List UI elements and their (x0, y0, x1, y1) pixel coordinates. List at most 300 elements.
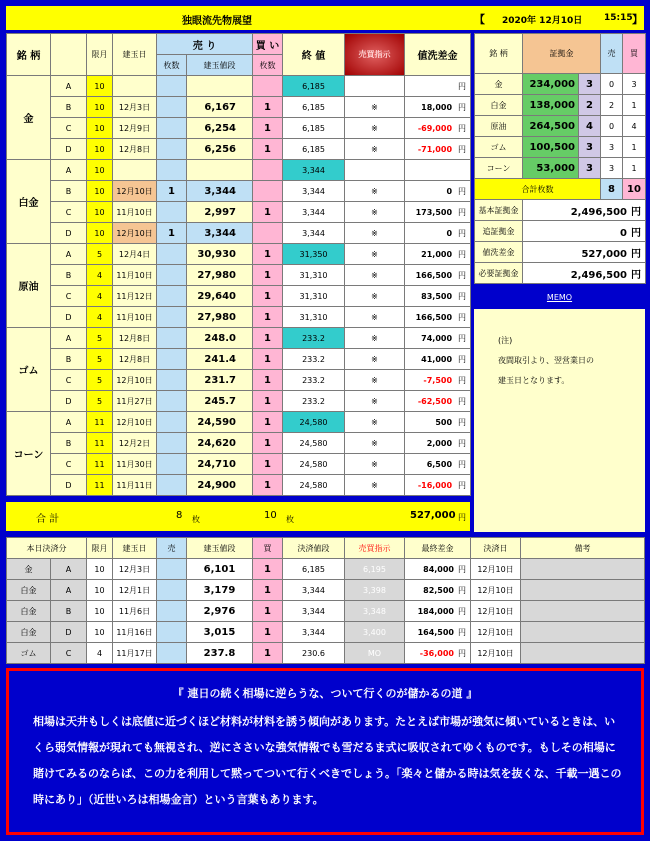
side-col-margin: 証拠金 (523, 34, 601, 74)
settled-buy: 1 (253, 559, 283, 580)
margin-brand: 白金 (475, 95, 523, 116)
diff-unit: 円 (458, 312, 467, 322)
contract-month: 11 (87, 454, 113, 475)
position-row (7, 286, 471, 307)
brand-name: 白金 (7, 160, 51, 244)
close-price: 233.2 (283, 349, 345, 370)
settled-brand: 白金 (7, 580, 51, 601)
contract-month: 11 (87, 433, 113, 454)
open-date: 11月27日 (113, 391, 157, 412)
open-date: 11月10日 (113, 265, 157, 286)
side-col-brand: 銘 柄 (475, 34, 523, 74)
unrealized-diff (405, 97, 471, 118)
margin-row (475, 116, 646, 137)
settled-final-diff (405, 643, 471, 664)
margin-count: 4 (579, 116, 601, 137)
contract-code: D (51, 307, 87, 328)
open-date: 12月9日 (113, 118, 157, 139)
col-buy-count: 枚数 (253, 55, 283, 76)
position-row (7, 265, 471, 286)
open-date: 11月10日 (113, 202, 157, 223)
settled-close-price: 230.6 (283, 643, 345, 664)
settled-col-price: 建玉値段 (187, 538, 253, 559)
open-price: 248.0 (187, 328, 253, 349)
open-date: 12月3日 (113, 97, 157, 118)
diff-value: -16,000 (417, 480, 453, 490)
contract-code: D (51, 391, 87, 412)
unrealized-diff (405, 286, 471, 307)
summary-label: 値洗差金 (475, 242, 523, 263)
contract-month: 11 (87, 412, 113, 433)
close-price: 24,580 (283, 412, 345, 433)
order-mark: ※ (345, 328, 405, 349)
close-price: 3,344 (283, 223, 345, 244)
close-price: 24,580 (283, 433, 345, 454)
position-row (7, 97, 471, 118)
close-price: 233.2 (283, 370, 345, 391)
settled-date: 12月10日 (471, 580, 521, 601)
position-row (7, 454, 471, 475)
diff-value: 83,500 (421, 291, 453, 301)
order-mark: ※ (345, 475, 405, 496)
diff-value: 41,000 (421, 354, 453, 364)
settled-code: D (51, 622, 87, 643)
settled-remarks (521, 622, 645, 643)
settled-order: MO (345, 643, 405, 664)
diff-unit: 円 (458, 81, 467, 91)
proverb-box (6, 668, 644, 835)
settled-open-price: 3,015 (187, 622, 253, 643)
open-price: 241.4 (187, 349, 253, 370)
margin-summary-row (475, 200, 646, 221)
settled-brand: 白金 (7, 601, 51, 622)
buy-count (253, 181, 283, 202)
open-date: 12月10日 (113, 223, 157, 244)
settled-table (6, 537, 645, 664)
contract-code: D (51, 223, 87, 244)
total-sell-count: 8 (601, 179, 623, 200)
diff-value: 18,000 (421, 102, 453, 112)
contract-code: C (51, 118, 87, 139)
settled-row (7, 622, 645, 643)
contract-month: 4 (87, 265, 113, 286)
buy-count: 1 (253, 202, 283, 223)
summary-amount: 527,000 (581, 248, 627, 260)
contract-code: D (51, 139, 87, 160)
open-price: 231.7 (187, 370, 253, 391)
order-mark: ※ (345, 97, 405, 118)
order-mark: ※ (345, 181, 405, 202)
diff-unit: 円 (458, 144, 467, 154)
diff-value: 166,500 (415, 312, 453, 322)
diff-value: -69,000 (417, 123, 453, 133)
position-row (7, 223, 471, 244)
close-price: 31,310 (283, 286, 345, 307)
diff-unit: 円 (458, 375, 467, 385)
sell-count (157, 97, 187, 118)
buy-count: 1 (253, 286, 283, 307)
margin-buy: 1 (623, 95, 646, 116)
buy-count: 1 (253, 265, 283, 286)
settled-order: 3,400 (345, 622, 405, 643)
order-mark: ※ (345, 391, 405, 412)
col-buy: 買 い (253, 34, 283, 55)
memo-link[interactable]: MEMO (474, 287, 645, 309)
settled-buy: 1 (253, 622, 283, 643)
settled-sell (157, 559, 187, 580)
settled-row (7, 580, 645, 601)
settled-month: 10 (87, 601, 113, 622)
total-count-label: 合計枚数 (475, 179, 601, 200)
proverb-body: 相場は天井もしくは底値に近づくほど材料が材料を誘う傾向があります。たとえば市場が強気に傾いているときは、いくら弱気情報が現れても無視され、逆にささいな強気情報でも雪だるま式に吸収されてゆくものです。もしその相場に賭けてみるのならば、この力を利用して黙ってついて行くべきでしょう。「楽々と儲かる時は気を抜くな、千載一遇この時にあり」（近世いろは相場金言）という言葉もあります。 (33, 715, 622, 806)
settled-final-diff (405, 601, 471, 622)
contract-month: 10 (87, 118, 113, 139)
memo-line-2: 建玉日となります。 (498, 376, 570, 385)
unrealized-diff (405, 244, 471, 265)
settled-remarks (521, 643, 645, 664)
buy-count (253, 76, 283, 97)
sell-count (157, 265, 187, 286)
settled-remarks (521, 559, 645, 580)
close-price: 233.2 (283, 391, 345, 412)
proverb-heading: 『 連日の続く相場に逆らうな、ついて行くのが儲かるの道 』 (172, 687, 478, 700)
final-unit: 円 (458, 627, 466, 637)
diff-unit: 円 (458, 207, 467, 217)
sell-count (157, 244, 187, 265)
open-price (187, 76, 253, 97)
open-date: 12月4日 (113, 244, 157, 265)
unrealized-diff (405, 349, 471, 370)
close-price: 3,344 (283, 181, 345, 202)
settled-code: C (51, 643, 87, 664)
position-row (7, 76, 471, 97)
position-row (7, 433, 471, 454)
contract-code: A (51, 328, 87, 349)
sell-count (157, 391, 187, 412)
diff-unit: 円 (458, 270, 467, 280)
sell-count: 1 (157, 223, 187, 244)
unrealized-diff (405, 454, 471, 475)
margin-amount: 138,000 (523, 95, 579, 116)
close-price: 3,344 (283, 160, 345, 181)
sell-count (157, 349, 187, 370)
buy-count: 1 (253, 139, 283, 160)
contract-month: 10 (87, 76, 113, 97)
unrealized-diff (405, 118, 471, 139)
sell-count (157, 433, 187, 454)
settled-col-final: 最終差金 (405, 538, 471, 559)
buy-count (253, 160, 283, 181)
settled-col-date: 建玉日 (113, 538, 157, 559)
diff-unit: 円 (458, 333, 467, 343)
buy-count: 1 (253, 370, 283, 391)
final-unit: 円 (458, 648, 466, 658)
buy-count: 1 (253, 412, 283, 433)
sell-count: 1 (157, 181, 187, 202)
summary-label: 基本証拠金 (475, 200, 523, 221)
summary-value (523, 221, 646, 242)
title-bar (6, 6, 644, 30)
unrealized-diff (405, 76, 471, 97)
sell-count (157, 202, 187, 223)
order-mark: ※ (345, 307, 405, 328)
contract-month: 10 (87, 223, 113, 244)
brand-name: 原油 (7, 244, 51, 328)
settled-final-diff (405, 622, 471, 643)
final-value: 184,000 (417, 606, 454, 616)
summary-value (523, 242, 646, 263)
order-mark: ※ (345, 265, 405, 286)
unrealized-diff (405, 433, 471, 454)
contract-code: B (51, 349, 87, 370)
settled-row (7, 643, 645, 664)
position-row (7, 181, 471, 202)
settled-col-buy: 買 (253, 538, 283, 559)
contract-code: C (51, 286, 87, 307)
margin-buy: 1 (623, 158, 646, 179)
diff-unit: 円 (458, 396, 467, 406)
contract-month: 5 (87, 391, 113, 412)
unrealized-diff (405, 223, 471, 244)
summary-label: 追証拠金 (475, 221, 523, 242)
diff-value: 2,000 (426, 438, 453, 448)
contract-code: C (51, 454, 87, 475)
settled-col-close: 決済値段 (283, 538, 345, 559)
side-col-buy: 買 (623, 34, 646, 74)
summary-label: 必要証拠金 (475, 263, 523, 284)
order-mark: ※ (345, 286, 405, 307)
open-price: 3,344 (187, 181, 253, 202)
report-time: 15:15 (604, 13, 633, 23)
open-date: 12月2日 (113, 433, 157, 454)
open-date: 12月10日 (113, 370, 157, 391)
sell-count (157, 454, 187, 475)
margin-sell: 3 (601, 158, 623, 179)
unrealized-diff (405, 475, 471, 496)
position-row (7, 349, 471, 370)
sell-count (157, 370, 187, 391)
diff-unit: 円 (458, 102, 467, 112)
close-price: 6,185 (283, 97, 345, 118)
position-row (7, 412, 471, 433)
buy-count: 1 (253, 97, 283, 118)
open-date (113, 160, 157, 181)
settled-order: 6,195 (345, 559, 405, 580)
contract-month: 5 (87, 349, 113, 370)
sell-count (157, 412, 187, 433)
order-instruction-button[interactable]: 売買指示 (345, 34, 405, 76)
settled-close-price: 3,344 (283, 580, 345, 601)
settled-col-remarks: 備考 (521, 538, 645, 559)
totals-label: 合 計 (36, 514, 60, 525)
diff-value: 74,000 (421, 333, 453, 343)
memo-panel (474, 309, 645, 532)
contract-month: 10 (87, 97, 113, 118)
settled-brand: 金 (7, 559, 51, 580)
position-row (7, 475, 471, 496)
position-row (7, 160, 471, 181)
settled-date: 12月10日 (471, 601, 521, 622)
contract-month: 11 (87, 475, 113, 496)
diff-unit: 円 (458, 228, 467, 238)
margin-amount: 264,500 (523, 116, 579, 137)
settled-month: 4 (87, 643, 113, 664)
date-bracket-left: 【 (474, 13, 485, 26)
margin-count: 2 (579, 95, 601, 116)
position-row (7, 118, 471, 139)
contract-month: 5 (87, 328, 113, 349)
margin-summary-row (475, 242, 646, 263)
diff-value: 6,500 (426, 459, 453, 469)
contract-code: A (51, 244, 87, 265)
open-price: 2,997 (187, 202, 253, 223)
diff-unit: 円 (458, 291, 467, 301)
margin-brand: コーン (475, 158, 523, 179)
memo-note: (注) (498, 336, 513, 345)
summary-unit: 円 (631, 248, 641, 260)
settled-open-price: 6,101 (187, 559, 253, 580)
order-mark (345, 160, 405, 181)
order-mark: ※ (345, 349, 405, 370)
brand-name: 金 (7, 76, 51, 160)
open-date (113, 76, 157, 97)
margin-summary-row (475, 263, 646, 284)
sell-count (157, 328, 187, 349)
open-date: 12月8日 (113, 349, 157, 370)
contract-month: 4 (87, 307, 113, 328)
memo-line-1: 夜間取引より、翌営業日の (498, 356, 594, 365)
unrealized-diff (405, 160, 471, 181)
settled-col-settle-date: 決済日 (471, 538, 521, 559)
settled-month: 10 (87, 622, 113, 643)
summary-value (523, 263, 646, 284)
close-price: 6,185 (283, 118, 345, 139)
settled-final-diff (405, 580, 471, 601)
open-date: 11月30日 (113, 454, 157, 475)
contract-code: A (51, 160, 87, 181)
col-brand-code (51, 34, 87, 76)
margin-sell: 3 (601, 137, 623, 158)
margin-sell: 2 (601, 95, 623, 116)
contract-month: 5 (87, 244, 113, 265)
col-date: 建玉日 (113, 34, 157, 76)
settled-buy: 1 (253, 643, 283, 664)
totals-buy-count: 10 (264, 510, 277, 521)
diff-unit: 円 (458, 249, 467, 259)
settled-open-date: 11月16日 (113, 622, 157, 643)
settled-col-order: 売買指示 (345, 538, 405, 559)
buy-count: 1 (253, 244, 283, 265)
report-date: 2020年 12月10日 (502, 16, 583, 26)
open-price: 24,710 (187, 454, 253, 475)
final-unit: 円 (458, 585, 466, 595)
settled-month: 10 (87, 559, 113, 580)
close-price: 24,580 (283, 454, 345, 475)
totals-bar (6, 502, 470, 531)
unrealized-diff (405, 265, 471, 286)
settled-sell (157, 622, 187, 643)
totals-buy-unit: 枚 (286, 515, 294, 524)
settled-sell (157, 601, 187, 622)
open-date: 12月8日 (113, 139, 157, 160)
close-price: 6,185 (283, 139, 345, 160)
margin-count: 3 (579, 137, 601, 158)
contract-code: B (51, 265, 87, 286)
summary-unit: 円 (631, 269, 641, 281)
close-price: 31,310 (283, 307, 345, 328)
margin-row (475, 95, 646, 116)
buy-count (253, 223, 283, 244)
col-sell: 売 り (157, 34, 253, 55)
sell-count (157, 307, 187, 328)
settled-brand: ゴム (7, 643, 51, 664)
close-price: 24,580 (283, 475, 345, 496)
settled-open-price: 237.8 (187, 643, 253, 664)
sell-count (157, 286, 187, 307)
sell-count (157, 118, 187, 139)
unrealized-diff (405, 139, 471, 160)
contract-code: B (51, 181, 87, 202)
buy-count: 1 (253, 391, 283, 412)
settled-open-date: 11月6日 (113, 601, 157, 622)
open-price: 245.7 (187, 391, 253, 412)
settled-buy: 1 (253, 601, 283, 622)
margin-brand: 原油 (475, 116, 523, 137)
totals-sell-count: 8 (176, 510, 183, 521)
diff-value: 21,000 (421, 249, 453, 259)
col-brand: 銘 柄 (7, 34, 51, 76)
contract-month: 10 (87, 139, 113, 160)
close-price: 6,185 (283, 76, 345, 97)
settled-sell (157, 580, 187, 601)
final-value: -36,000 (419, 648, 454, 658)
diff-value: 166,500 (415, 270, 453, 280)
unrealized-diff (405, 307, 471, 328)
settled-col-name: 本日決済分 (7, 538, 87, 559)
contract-month: 5 (87, 370, 113, 391)
final-value: 164,500 (417, 627, 454, 637)
diff-unit: 円 (458, 417, 467, 427)
settled-brand: 白金 (7, 622, 51, 643)
settled-month: 10 (87, 580, 113, 601)
close-price: 31,350 (283, 244, 345, 265)
diff-unit: 円 (458, 186, 467, 196)
margin-table (474, 33, 646, 284)
buy-count: 1 (253, 475, 283, 496)
open-date: 11月10日 (113, 307, 157, 328)
col-month: 限月 (87, 34, 113, 76)
settled-row (7, 601, 645, 622)
order-mark: ※ (345, 370, 405, 391)
close-price: 233.2 (283, 328, 345, 349)
open-date: 11月12日 (113, 286, 157, 307)
total-buy-count: 10 (623, 179, 646, 200)
position-row (7, 328, 471, 349)
col-close: 終 値 (283, 34, 345, 76)
settled-close-price: 3,344 (283, 622, 345, 643)
summary-unit: 円 (631, 206, 641, 218)
final-unit: 円 (458, 564, 466, 574)
diff-unit: 円 (458, 438, 467, 448)
margin-brand: 金 (475, 74, 523, 95)
diff-unit: 円 (458, 459, 467, 469)
total-count-row (475, 179, 646, 200)
settled-code: A (51, 580, 87, 601)
diff-value: 0 (446, 228, 453, 238)
buy-count: 1 (253, 307, 283, 328)
position-row (7, 244, 471, 265)
sell-count (157, 160, 187, 181)
